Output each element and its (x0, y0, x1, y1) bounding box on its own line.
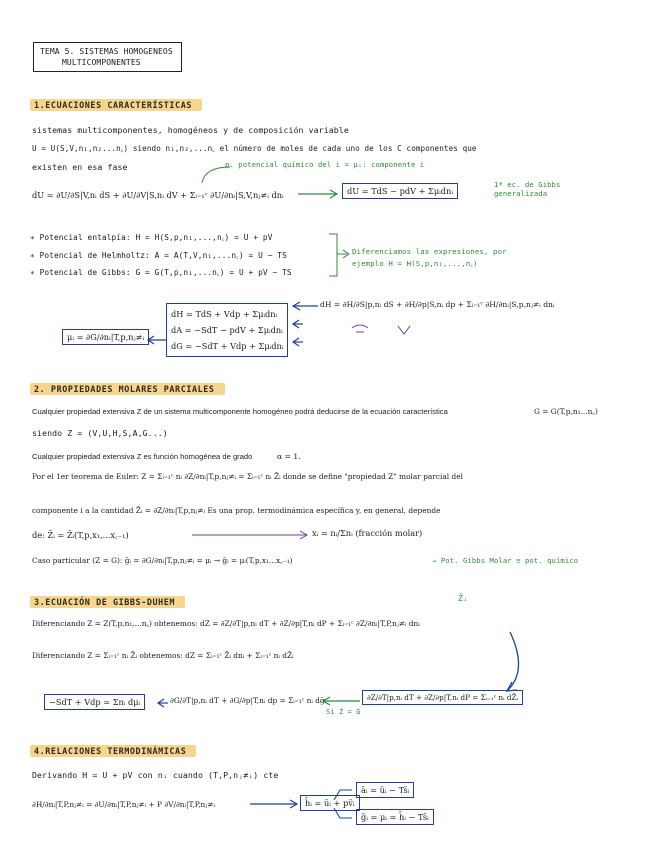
green-arrow-to-gibbs (298, 188, 340, 200)
s2-text-1: Cualquier propiedad extensiva Z de un sistema multicomponente homogéneo podrá deducirse de la ecuación característica (32, 407, 448, 416)
gibbs-duhem-l2: Diferenciando Z = Σᵢ₌₁ᶜ nᵢ Z̄ᵢ obtenemos: dZ = Σᵢ₌₁ᶜ Z̄ᵢ dnᵢ + Σᵢ₌₁ᶜ nᵢ dZ̄ᵢ (32, 651, 294, 660)
blue-arrow-dh (290, 300, 320, 312)
s2-text-2b: α = 1. (277, 452, 301, 461)
s4-line-1: Derivando H = U + pV con nᵢ cuando (T,P,nⱼ≠ᵢ) cte (32, 770, 279, 780)
title-line-1: TEMA 5. SISTEMAS HOMOGENEOS (40, 47, 173, 56)
potencial-gibbs: ∗ Potencial de Gibbs: G = G(T,p,n₁,...n꜀) = U + pV − TS (30, 268, 292, 277)
si-z-g-note: Si Z = G (326, 708, 361, 716)
gibbs-duhem-l1: Diferenciando Z = Z(T,p,n₁,...n꜀) obtenemos: dZ = ∂Z/∂T|p,nᵢ dT + ∂Z/∂p|T,nᵢ dP + Σᵢ₌₁ᶜ ∂Z/∂nᵢ|T,P,nⱼ≠ᵢ dnᵢ (32, 619, 420, 628)
gibbs-duhem-mid: ∂G/∂T|p,nᵢ dT + ∂G/∂p|T,nᵢ dp = Σᵢ₌₁ᶜ nᵢ dḡᵢ (170, 696, 327, 705)
mu-definition-box: μᵢ = ∂G/∂nᵢ|T,p,nⱼ≠ᵢ (62, 329, 149, 345)
s2-siendo: siendo Z = (V,U,H,S,A,G...) (32, 428, 168, 438)
box-dh: dH = TdS + Vdp + Σμᵢdnᵢ (171, 309, 278, 319)
box-da: dA = −SdT − pdV + Σμᵢdnᵢ (171, 325, 283, 335)
green-note-potencial: p. potencial químico del i = μᵢ: componente i (225, 160, 425, 169)
title-box (33, 42, 182, 72)
gibbs-duhem-general-box: ∂Z/∂T|p,nᵢ dT + ∂Z/∂p|T,nᵢ dP = Σᵢ₌₁ᶜ nᵢ dZ̄ᵢ (362, 690, 523, 705)
blue-arrow-result (155, 697, 169, 709)
box-ai: āᵢ = ūᵢ − Ts̄ᵢ (356, 782, 414, 798)
title-line-2: MULTICOMPONENTES (62, 58, 141, 67)
componente-line: componente i a la cantidad Z̄ᵢ = ∂Z/∂nᵢ|T,p,nⱼ≠ᵢ Es una prop. termodinámica específica y, en general, depende (32, 506, 441, 515)
blue-arrows-right (332, 786, 356, 822)
green-bracket (327, 232, 351, 280)
purple-arrow-xi (192, 530, 310, 540)
green-zi-label: Z̄ᵢ (458, 593, 469, 603)
section-3-heading: 3.ECUACIÓN DE GIBBS-DUHEM (30, 596, 185, 608)
dh-derivative: ∂H/∂nᵢ|T,P,nⱼ≠ᵢ = ∂U/∂nᵢ|T,P,nⱼ≠ᵢ + P ∂V/∂nᵢ|T,P,nⱼ≠ᵢ (32, 800, 215, 809)
green-arrow-si (320, 695, 362, 707)
section-2-heading: 2. PROPIEDADES MOLARES PARCIALES (30, 383, 225, 395)
s2-text-1b: G = G(T,p,n₁...n꜀) (534, 407, 598, 416)
du-expansion: dU = ∂U/∂S|V,nᵢ dS + ∂U/∂V|S,nᵢ dV + Σᵢ₌₁ᶜ ∂U/∂nᵢ|S,V,nⱼ≠ᵢ dnᵢ (32, 190, 284, 200)
green-brace-arrow (200, 163, 240, 185)
s1-line-3: existen en esa fase (32, 162, 128, 172)
blue-arrow-da (290, 318, 304, 330)
s2-text-2: Cualquier propiedad extensiva Z es función homogénea de grado (32, 452, 253, 461)
green-side-note: Diferenciamos las expresiones, por ejemplo H = H(S,p,n₁,...,n꜀) (352, 247, 507, 268)
euler-theorem: Por el 1er teorema de Euler: Z = Σᵢ₌₁ᶜ nᵢ ∂Z/∂nᵢ|T,p,nⱼ≠ᵢ = Σᵢ₌₁ᶜ nᵢ Z̄ᵢ donde se define "propiedad Z" molar parcial del (32, 472, 463, 481)
depende-de-line: de: Z̄ᵢ = Z̄ᵢ(T,p,x₁,...x꜀₋₁) (32, 530, 129, 540)
box-hi: h̄ᵢ = ūᵢ + pv̄ᵢ (300, 795, 360, 811)
s1-line-2: U = U(S,V,n₁,n₂...n꜀) siendo n₁,n₂,...n꜀ el número de moles de cada uno de los C componentes que (32, 144, 477, 153)
section-1-heading: 1.ECUACIONES CARACTERÍSTICAS (30, 99, 202, 111)
potencial-helmholtz: ∗ Potencial de Helmholtz: A = A(T,V,n₁,...n꜀) = U − TS (30, 251, 287, 260)
potencial-entalpia: ∗ Potencial entalpía: H = H(S,p,n₁,...,n꜀) = U + pV (30, 233, 273, 242)
caso-particular: Caso particular (Z = G): ḡᵢ = ∂G/∂nᵢ|T,p,nⱼ≠ᵢ = μᵢ → ḡᵢ = μᵢ(T,p,x₁...x꜀₋₁) (32, 556, 293, 565)
section-4-heading: 4.RELACIONES TERMODINÁMICAS (30, 745, 196, 757)
blue-arrow-hi (250, 798, 300, 810)
box-gi: ḡᵢ = μᵢ = h̄ᵢ − Ts̄ᵢ (356, 809, 434, 825)
blue-arrow-dg (290, 336, 304, 348)
fraccion-molar: xᵢ = nᵢ/Σnᵢ (fracción molar) (312, 528, 423, 538)
gibbs-equation-box: dU = TdS − pdV + Σμᵢdnᵢ (342, 183, 458, 199)
purple-marks (350, 320, 430, 340)
dh-expansion: dH = ∂H/∂S|p,nᵢ dS + ∂H/∂p|S,nᵢ dp + Σᵢ₌₁ᶜ ∂H/∂nᵢ|S,p,nⱼ≠ᵢ dnᵢ (320, 300, 555, 309)
gibbs-duhem-result: −SdT + Vdp = Σnᵢ dμᵢ (44, 694, 145, 710)
pot-gibbs-molar-note: → Pot. Gibbs Molar ≡ pot. químico (432, 556, 579, 565)
s1-line-1: sistemas multicomponentes, homogéneos y de composición variable (32, 125, 349, 135)
thermo-boxes (166, 303, 288, 357)
gibbs-note: 1ª ec. de Gibbs generalizada (494, 180, 561, 198)
box-dg: dG = −SdT + Vdp + Σμᵢdnᵢ (171, 341, 284, 351)
